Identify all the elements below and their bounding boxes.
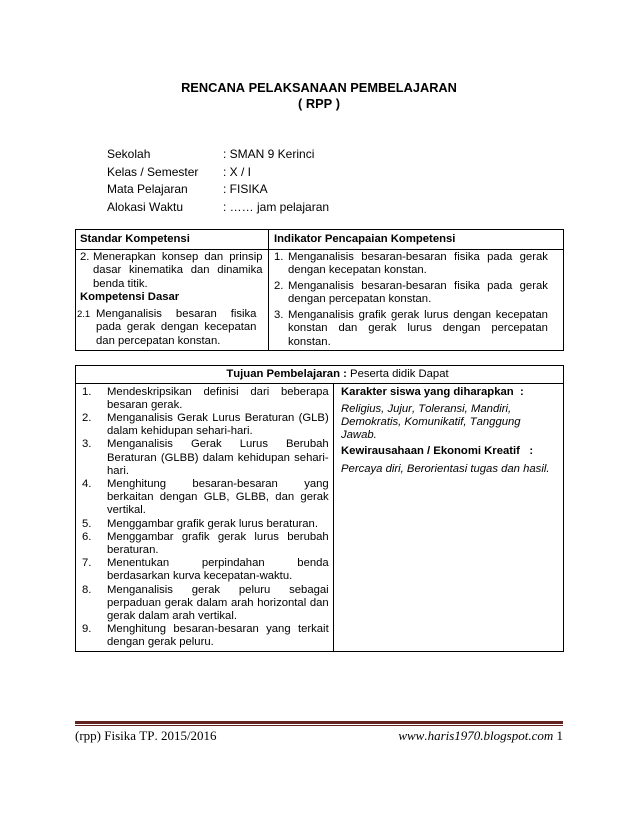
info-label: Kelas / Semester [107, 164, 199, 179]
footer-left-text: (rpp) Fisika TP. 2015/2016 [75, 728, 217, 743]
info-value: : FISIKA [223, 182, 268, 197]
item-text: Menganalisis Gerak Lurus Beraturan (GLB) dalam kehidupan sehari-hari. [107, 411, 329, 438]
info-row-alokasi [107, 199, 329, 217]
objective-item [82, 584, 333, 624]
indikator-cell [269, 250, 563, 350]
indikator-item [274, 309, 563, 350]
item-number: 9. [82, 623, 92, 636]
objectives-list [76, 384, 334, 651]
item-text: Menganalisis besaran-besaran fisika pada gerak dengan kecepatan konstan. [288, 250, 548, 277]
item-text: Menganalisis grafik gerak lurus dengan kecepatan konstan dan gerak lurus dengan percepatan konstan. [288, 308, 548, 349]
standar-kompetensi-item [80, 251, 268, 292]
item-number: 4. [82, 477, 92, 490]
document-title: RENCANA PELAKSANAAN PEMBELAJARAN [181, 80, 457, 95]
info-label: Alokasi Waktu [107, 200, 184, 215]
item-text: Menganalisis besaran fisika pada gerak dengan kecepatan dan percepatan konstan. [96, 307, 257, 348]
item-text: Menganalisis gerak peluru sebagai perpaduan gerak dalam arah horizontal dan gerak dalam arah vertikal. [107, 583, 329, 622]
document-title-block [0, 80, 638, 112]
objective-item [82, 478, 333, 518]
footer-right [398, 728, 563, 744]
item-number: 8. [82, 583, 92, 596]
competency-table [75, 229, 564, 351]
item-text: Menghitung besaran-besaran yang terkait dengan gerak peluru. [107, 623, 329, 649]
objectives-table [75, 365, 564, 652]
objectives-header [76, 366, 563, 384]
page-number: 1 [556, 728, 563, 743]
objective-item [82, 557, 333, 583]
school-info [107, 146, 329, 217]
standar-kompetensi-cell [76, 250, 269, 350]
info-value: : X / I [223, 164, 252, 179]
item-number: 7. [82, 557, 92, 570]
page-footer [75, 728, 563, 744]
kewirausahaan-header: Kewirausahaan / Ekonomi Kreatif : [341, 445, 534, 458]
item-text: Menganalisis besaran-besaran fisika pada gerak dengan percepatan konstan. [288, 279, 548, 306]
standar-kompetensi-header: Standar Kompetensi [76, 230, 269, 250]
info-row-sekolah [107, 146, 329, 164]
item-text: Menggambar grafik gerak lurus beraturan. [107, 517, 318, 530]
item-number: 5. [82, 517, 92, 530]
info-label: Sekolah [107, 147, 151, 161]
kewirausahaan-text: Percaya diri, Berorientasi tugas dan hasil. [341, 462, 550, 475]
info-label: Mata Pelajaran [107, 182, 188, 197]
info-row-kelas [107, 164, 329, 182]
item-text: Mendeskripsikan definisi dari beberapa besaran gerak. [107, 385, 329, 411]
objectives-header-text: Peserta didik Dapat [350, 368, 449, 380]
info-value: : SMAN 9 Kerinci [223, 147, 315, 161]
document-subtitle: ( RPP ) [298, 96, 340, 111]
objective-item [82, 518, 333, 531]
item-number: 2. [80, 250, 90, 263]
item-number: 2. [274, 279, 284, 292]
item-text: Menghitung besaran-besaran yang berkaitan dengan GLB, GLBB, dan gerak vertikal. [107, 477, 329, 517]
item-number: 2.1 [77, 308, 91, 320]
footer-rule-thin [75, 725, 563, 726]
objectives-body [76, 384, 563, 651]
karakter-header: Karakter siswa yang diharapkan : [341, 385, 524, 398]
indikator-item [274, 251, 563, 278]
info-row-mapel [107, 181, 329, 199]
objective-item [82, 412, 333, 438]
info-value: : …… jam pelajaran [223, 200, 330, 215]
item-number: 1. [274, 250, 284, 263]
item-text: Menggambar grafik gerak lurus berubah beraturan. [107, 530, 329, 556]
karakter-text: Religius, Jujur, Toleransi, Mandiri, Demokratis, Komunikatif, Tanggung Jawab. [341, 402, 521, 442]
objective-item [82, 438, 333, 478]
objectives-header-label: Tujuan Pembelajaran : [226, 368, 347, 380]
character-panel [334, 384, 563, 651]
objective-item [82, 386, 333, 412]
item-number: 2. [82, 411, 92, 424]
item-number: 3. [274, 308, 284, 321]
footer-url: www.haris1970.blogspot.com [398, 728, 554, 743]
indikator-item [274, 280, 563, 307]
item-number: 1. [82, 385, 92, 398]
objective-item [82, 531, 333, 557]
indikator-header: Indikator Pencapaian Kompetensi [269, 230, 563, 250]
kompetensi-dasar-item [77, 308, 268, 349]
item-text: Menentukan perpindahan benda berdasarkan kurva kecepatan-waktu. [107, 557, 329, 583]
footer-rule [75, 721, 563, 724]
item-text: Menganalisis Gerak Lurus Berubah Beraturan (GLBB) dalam kehidupan sehari-hari. [107, 438, 329, 477]
item-text: Menerapkan konsep dan prinsip dasar kinematika dan dinamika benda titik. [93, 250, 263, 290]
objective-item [82, 623, 333, 649]
kompetensi-dasar-header: Kompetensi Dasar [80, 291, 180, 304]
item-number: 3. [82, 438, 92, 451]
item-number: 6. [82, 530, 92, 543]
